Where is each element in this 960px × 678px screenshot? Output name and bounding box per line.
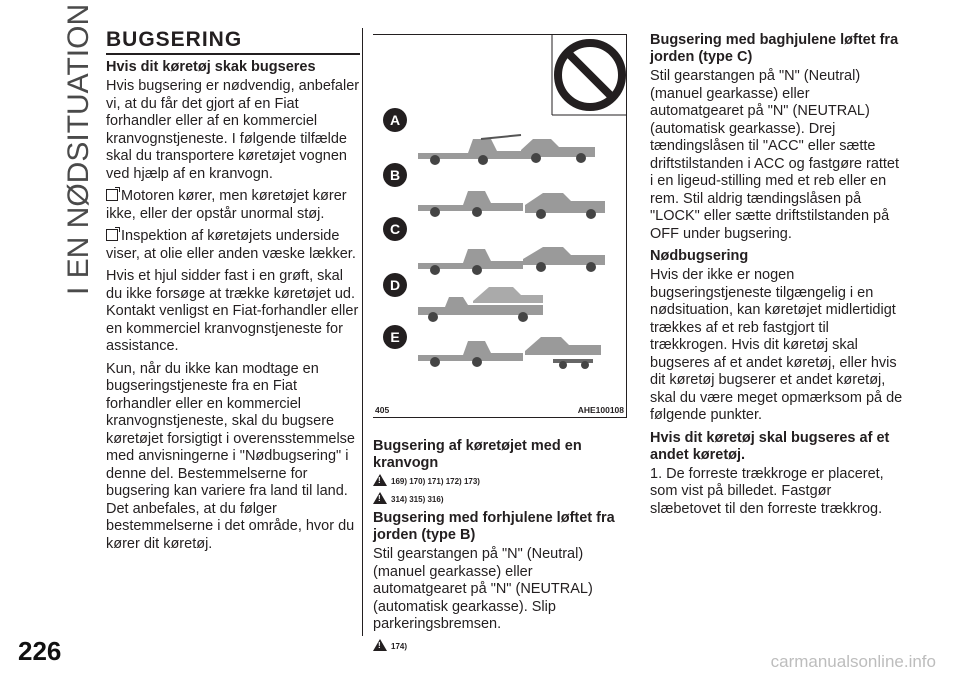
heading-tow-vehicle: Hvis dit køretøj skak bugseres: [106, 59, 316, 75]
warning-icon: [373, 474, 387, 486]
scenario-c: [383, 217, 605, 275]
svg-text:B: B: [389, 167, 401, 183]
chapter-title-text: I EN NØDSITUATION: [62, 3, 95, 295]
paragraph-type-c: Stil gearstangen på "N" (Neutral) (manuel gearkasse) eller automatgearet på "N" (NEUTRAL) (automatisk gearkasse). Drej tændingslåsen til "ACC" eller sætte driftstilstanden i ACC og fastgøre rattet i en ligeud-stilling med et reb eller en rem. Stil aldrig tændingslåsen på "LOCK" eller sætte driftstilstanden på OFF under bugsering.: [650, 68, 900, 242]
warning-icon: [373, 492, 387, 504]
paragraph-rules: Kun, når du ikke kan modtage en bugseringstjeneste fra en Fiat forhandler eller en kommerciel kranvognstjeneste, skal du bugsere køretøjet forsigtigt i overensstemmelse med anvisningerne i "Nødbugsering" i denne del. Bestemmelserne for bugsering kan variere fra land til land. Det anbefales, at du følger bestemmelserne i det område, hvor du kører dit køretøj.: [106, 360, 355, 552]
svg-text:A: A: [389, 112, 401, 128]
warning-icon: [373, 639, 387, 651]
bullet-item-1: [106, 188, 360, 223]
bullet-text-2: Inspektion af køretøjets underside viser, at olie eller anden væske lækker.: [106, 228, 356, 262]
warning-refs-1: !169) 170) 171) 172) 173): [373, 474, 626, 486]
scenario-e: [383, 325, 601, 369]
svg-text:C: C: [389, 221, 401, 237]
svg-text:D: D: [389, 277, 401, 293]
section-title: BUGSERING: [106, 28, 360, 55]
watermark: carmanualsonline.info: [770, 652, 936, 671]
towing-figure: [373, 34, 627, 418]
heading-towed-by-other: Hvis dit køretøj skal bugseres af et andet køretøj.: [650, 429, 890, 463]
paragraph-type-b: Stil gearstangen på "N" (Neutral) (manuel gearkasse) eller automatgearet på "N" (NEUTRAL) (automatisk gearkasse). Slip parkeringsbremsen.: [373, 546, 593, 632]
heading-type-b: Bugsering med forhjulene løftet fra jorden (type B): [373, 510, 615, 543]
paragraph-ditch: Hvis et hjul sidder fast i en grøft, skal du ikke forsøge at trække køretøjet ud. Kontakt venligst en Fiat-forhandler eller en kommerciel kranvognstjeneste for assistance.: [106, 268, 359, 354]
heading-emergency-tow: Nødbugsering: [650, 248, 749, 264]
column-3: [650, 28, 904, 523]
bullet-text-1: Motoren kører, men køretøjet kører ikke, eller der opstår unormal støj.: [106, 188, 347, 222]
chapter-side-title: [10, 3, 95, 630]
column-divider: [362, 28, 363, 636]
scenario-b: [383, 163, 605, 219]
paragraph-emergency: Hvis der ikke er nogen bugseringstjeneste tilgængelig i en nødsituation, kan køretøjet midlertidigt trækkes af et reb fastgjort til trækkrogen. Hvis dit køretøj skal bugseres af et andet køretøj, eller hvis dit køretøj bugserer et andet køretøj, skal du være meget opmærksom på de følgende punkter.: [650, 267, 903, 423]
paragraph-intro: Hvis bugsering er nødvendig, anbefaler vi, at du får det gjort af en Fiat forhandler eller af en kommerciel kranvognstjeneste. I følgende tilfælde skal du transportere køretøjet vognen ved hjælp af en kranvogn.: [106, 78, 360, 182]
warning-refs-2: !314) 315) 316): [373, 492, 626, 504]
page-number: 226: [18, 636, 62, 666]
bullet-icon: [106, 189, 118, 201]
column-2: [373, 28, 626, 657]
warning-refs-3: !174): [373, 639, 626, 651]
figure-number: 405: [375, 405, 390, 415]
prohibited-icon: [558, 43, 622, 107]
column-1: [106, 28, 360, 558]
heading-crane-tow: Bugsering af køretøjet med en kranvogn: [373, 438, 582, 471]
paragraph-front-hooks: 1. De forreste trækkroge er placeret, som vist på billedet. Fastgør slæbetovet til den forreste trækkrog.: [650, 465, 884, 517]
bullet-icon: [106, 229, 118, 241]
heading-type-c: Bugsering med baghjulene løftet fra jorden (type C): [650, 32, 899, 65]
towing-illustration: [373, 35, 626, 405]
figure-code: AHE100108: [577, 405, 624, 415]
scenario-d: [383, 273, 543, 322]
bullet-item-2: [106, 228, 360, 263]
scenario-a: [383, 108, 595, 165]
svg-text:E: E: [390, 329, 400, 345]
